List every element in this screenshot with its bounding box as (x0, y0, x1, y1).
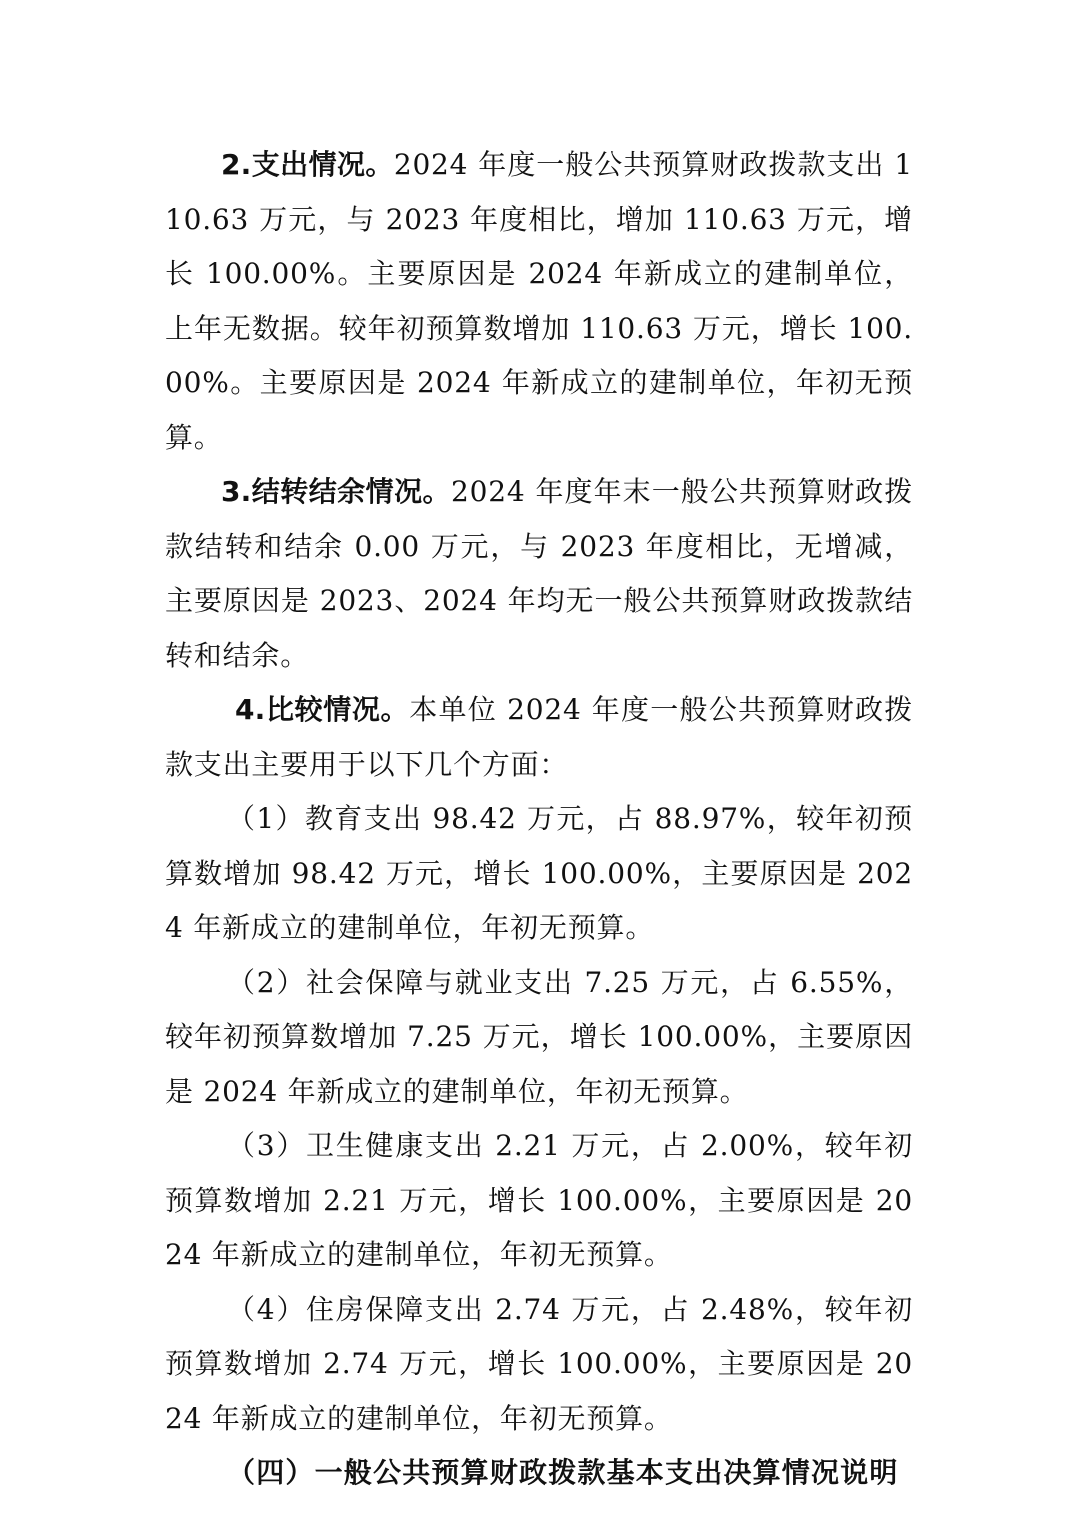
list-item: （1）教育支出 98.42 万元，占 88.97%，较年初预算数增加 98.42 万元，增长 100.00%，主要原因是 2024 年新成立的建制单位，年初无预算。 (165, 802, 913, 944)
paragraph-text: 本单位 2024 年度一般公共预算财政拨款支出主要用于以下几个方面： (165, 693, 913, 781)
paragraph-expenditure (165, 138, 913, 465)
list-item: （4）住房保障支出 2.74 万元，占 2.48%，较年初预算数增加 2.74 万元，增长 100.00%，主要原因是 2024 年新成立的建制单位，年初无预算。 (165, 1292, 913, 1435)
section-heading: （四）一般公共预算财政拨款基本支出决算情况说明 (227, 1456, 899, 1489)
paragraph-lead: 4.比较情况。 (235, 693, 410, 726)
list-item: （3）卫生健康支出 2.21 万元，占 2.00%，较年初预算数增加 2.21 万元，增长 100.00%，主要原因是 2024 年新成立的建制单位，年初无预算。 (165, 1129, 913, 1271)
list-item: （2）社会保障与就业支出 7.25 万元，占 6.55%，较年初预算数增加 7.25 万元，增长 100.00%，主要原因是 2024 年新成立的建制单位，年初无预算。 (165, 965, 913, 1108)
document-body (165, 138, 913, 1501)
paragraph-lead: 2.支出情况。 (221, 148, 394, 181)
paragraph-text: 2024 年度年末一般公共预算财政拨款结转和结余 0.00 万元，与 2023 年度相比，无增减，主要原因是 2023、2024 年均无一般公共预算财政拨款结转和结余。 (165, 475, 914, 672)
paragraph-text: 2024 年度一般公共预算财政拨款支出 110.63 万元，与 2023 年度相比，增加 110.63 万元，增长 100.00%。主要原因是 2024 年新成立的建制单位，上年无数据。较年初预算数增加 110.63 万元，增长 100.00%。主要原因是 2024 年新成立的建制单位，年初无预算。 (165, 148, 913, 454)
paragraph-comparison (165, 683, 913, 792)
paragraph-lead: 3.结转结余情况。 (221, 475, 452, 508)
paragraph-carryover (165, 465, 913, 683)
